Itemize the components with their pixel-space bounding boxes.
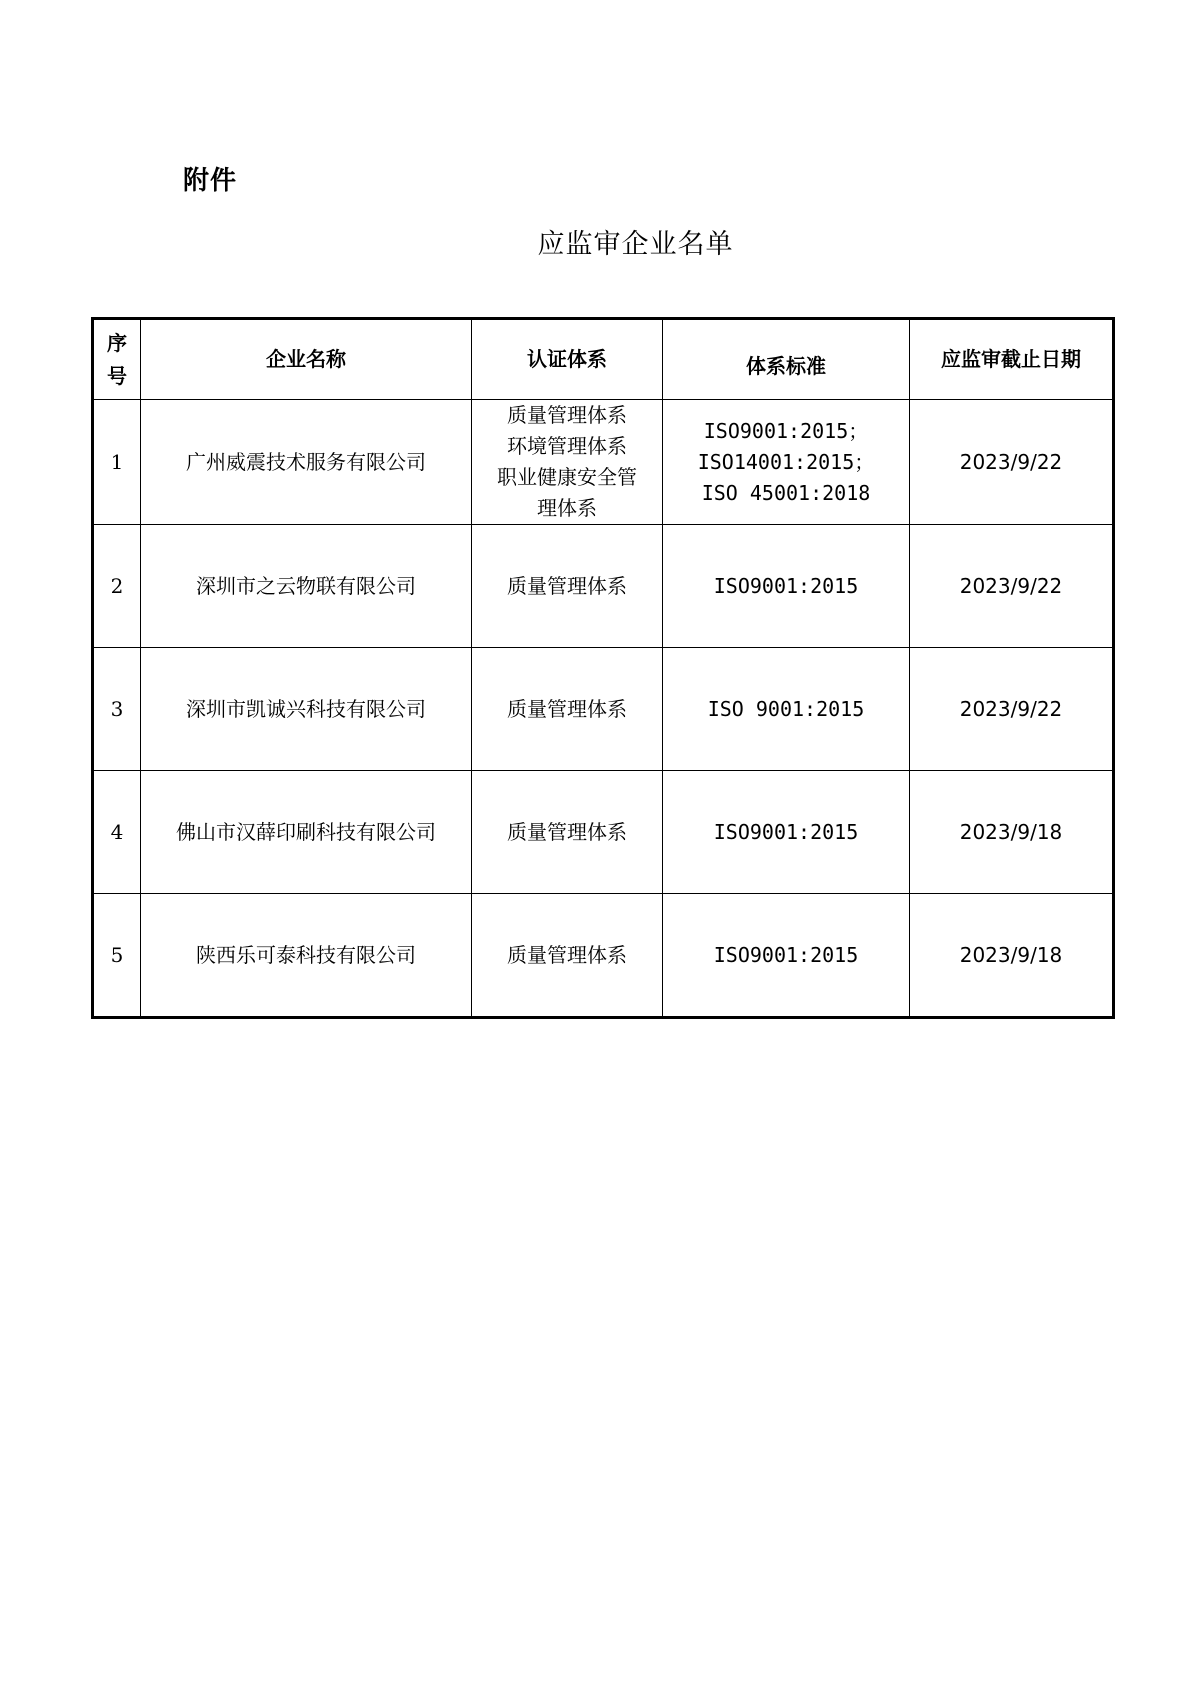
row-certification-system <box>472 894 663 1018</box>
table-row <box>93 771 1114 894</box>
row-seq: 5 <box>93 894 141 1018</box>
system-line: 质量管理体系 <box>507 819 627 844</box>
standard-line: ISO9001:2015 <box>713 573 859 598</box>
system-line: 质量管理体系 <box>507 573 627 598</box>
table-row <box>93 648 1114 771</box>
row-company-name: 广州威震技术服务有限公司 <box>141 400 472 525</box>
standard-line: ISO 45001:2018 <box>701 480 871 505</box>
table-row <box>93 400 1114 525</box>
row-system-standard <box>663 894 910 1018</box>
row-deadline: 2023/9/22 <box>910 525 1114 648</box>
attachment-label: 附件 <box>183 166 238 196</box>
system-line: 环境管理体系 <box>507 434 627 458</box>
row-deadline: 2023/9/22 <box>910 400 1114 525</box>
system-line: 理体系 <box>537 496 597 520</box>
row-certification-system <box>472 525 663 648</box>
header-system: 认证体系 <box>472 319 663 400</box>
row-certification-system <box>472 771 663 894</box>
row-system-standard <box>663 400 910 525</box>
row-certification-system <box>472 400 663 525</box>
row-system-standard <box>663 771 910 894</box>
document-title: 应监审企业名单 <box>537 229 734 260</box>
row-seq: 4 <box>93 771 141 894</box>
row-system-standard <box>663 525 910 648</box>
table-row <box>93 894 1114 1018</box>
standard-line: ISO9001:2015 <box>713 942 859 967</box>
header-seq-line: 号 <box>107 363 127 388</box>
system-line: 职业健康安全管 <box>497 465 637 489</box>
header-deadline: 应监审截止日期 <box>910 319 1114 400</box>
system-line: 质量管理体系 <box>507 403 627 427</box>
row-seq: 3 <box>93 648 141 771</box>
table-row <box>93 525 1114 648</box>
row-deadline: 2023/9/18 <box>910 894 1114 1018</box>
standard-line: ISO14001:2015； <box>697 449 875 474</box>
row-company-name: 陕西乐可泰科技有限公司 <box>141 894 472 1018</box>
header-standard <box>663 319 910 400</box>
row-certification-system <box>472 648 663 771</box>
standard-line: ISO 9001:2015 <box>707 696 865 721</box>
row-company-name: 佛山市汉薛印刷科技有限公司 <box>141 771 472 894</box>
standard-line: ISO9001:2015 <box>713 819 859 844</box>
header-seq-line: 序 <box>107 330 127 355</box>
standard-line: ISO9001:2015； <box>703 418 869 443</box>
row-deadline: 2023/9/22 <box>910 648 1114 771</box>
row-company-name: 深圳市之云物联有限公司 <box>141 525 472 648</box>
system-line: 质量管理体系 <box>507 696 627 721</box>
header-company: 企业名称 <box>141 319 472 400</box>
header-standard-label: 体系标准 <box>746 354 826 378</box>
table-body <box>93 400 1114 1018</box>
row-seq: 2 <box>93 525 141 648</box>
system-line: 质量管理体系 <box>507 942 627 967</box>
row-system-standard <box>663 648 910 771</box>
header-seq <box>93 319 141 400</box>
row-company-name: 深圳市凯诚兴科技有限公司 <box>141 648 472 771</box>
row-seq: 1 <box>93 400 141 525</box>
row-deadline: 2023/9/18 <box>910 771 1114 894</box>
enterprise-list-table <box>91 317 1115 1019</box>
table-header-row <box>93 319 1114 400</box>
